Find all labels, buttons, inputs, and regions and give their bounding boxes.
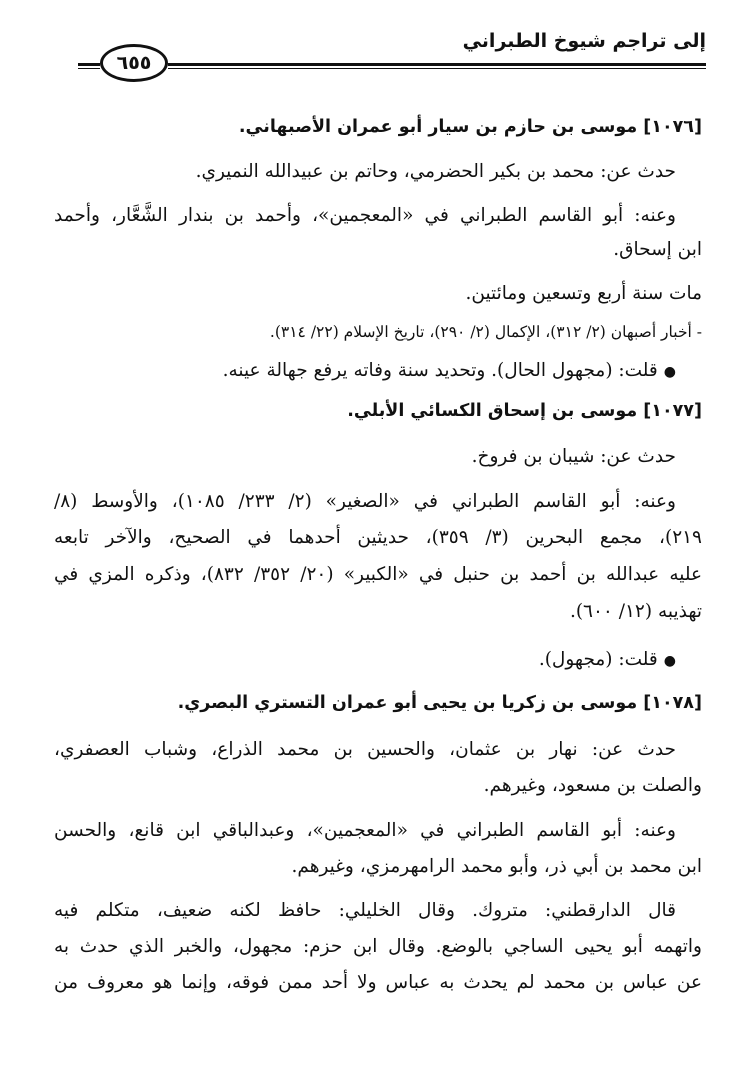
entry-1078-line: عن عباس بن محمد لم يحدث به عباس ولا أحد ممن فوقه، وإنما هو معروف من xyxy=(54,972,702,993)
page-number-badge xyxy=(100,44,168,82)
header-rule-thin xyxy=(168,68,706,69)
bullet-icon: ● xyxy=(663,653,676,669)
entry-1077-line: عليه عبدالله بن أحمد بن حنبل في «الكبير» (٢٠/ ٣٥٢/ ٨٣٢)، وذكره المزي في xyxy=(54,564,702,585)
entry-1077-note xyxy=(54,645,676,675)
running-header-title: إلى تراجم شيوخ الطبراني xyxy=(462,30,706,52)
entry-1076-note-text: قلت: (مجهول الحال). وتحديد سنة وفاته يرفع جهالة عينه. xyxy=(222,360,658,381)
entry-1078-line: قال الدارقطني: متروك. وقال الخليلي: حافظ لكنه ضعيف، متكلم فيه xyxy=(54,900,676,921)
entry-heading-1078: [١٠٧٨] موسى بن زكريا بن يحيى أبو عمران التستري البصري. xyxy=(177,693,702,713)
header-rule-left-thin xyxy=(78,68,100,69)
entry-1078-line: ابن محمد بن أبي ذر، وأبو محمد الرامهرمزي، وغيرهم. xyxy=(291,856,702,877)
page-number: ٦٥٥ xyxy=(116,52,152,74)
entry-1078-line: وعنه: أبو القاسم الطبراني في «المعجمين»، وعبدالباقي ابن قانع، والحسن xyxy=(54,820,676,841)
entry-heading-1076: [١٠٧٦] موسى بن حازم بن سيار أبو عمران الأصبهاني. xyxy=(238,117,702,137)
entry-1077-note-text: قلت: (مجهول). xyxy=(538,649,658,670)
entry-1077-line: حدث عن: شيبان بن فروخ. xyxy=(471,446,676,467)
entry-1076-note xyxy=(54,356,676,386)
header-rule-thick xyxy=(168,63,706,66)
entry-1076-line: حدث عن: محمد بن بكير الحضرمي، وحاتم بن عبيدالله النميري. xyxy=(195,161,676,182)
entry-1076-line: مات سنة أربع وتسعين ومائتين. xyxy=(465,283,702,304)
entry-heading-1077: [١٠٧٧] موسى بن إسحاق الكسائي الأبلي. xyxy=(347,401,702,421)
entry-1078-line: والصلت بن مسعود، وغيرهم. xyxy=(483,775,702,796)
entry-1078-line: حدث عن: نهار بن عثمان، والحسين بن محمد الذراع، وشباب العصفري، xyxy=(54,739,676,760)
entry-1076-line: وعنه: أبو القاسم الطبراني في «المعجمين»، وأحمد بن بندار الشَّعَّار، وأحمد xyxy=(54,205,676,226)
entry-1078-line: واتهمه أبو يحيى الساجي بالوضع. وقال ابن حزم: مجهول، والخبر الذي حدث به xyxy=(54,936,702,957)
bullet-icon: ● xyxy=(663,364,676,380)
entry-1077-line: تهذيبه (١٢/ ٦٠٠). xyxy=(569,601,702,622)
entry-1076-line: ابن إسحاق. xyxy=(613,239,702,260)
entry-1077-line: وعنه: أبو القاسم الطبراني في «الصغير» (٢/ ٢٣٣/ ١٠٨٥)، والأوسط (٨/ xyxy=(54,491,676,512)
header-rule-left-thick xyxy=(78,63,100,66)
entry-1077-line: ٢١٩)، مجمع البحرين (٣/ ٣٥٩)، حديثين أحدهما في الصحيح، والآخر تابعه xyxy=(54,527,702,548)
entry-1076-source-line: - أخبار أصبهان (٢/ ٣١٢)، الإكمال (٢/ ٢٩٠)، تاريخ الإسلام (٢٢/ ٣١٤). xyxy=(269,323,702,341)
